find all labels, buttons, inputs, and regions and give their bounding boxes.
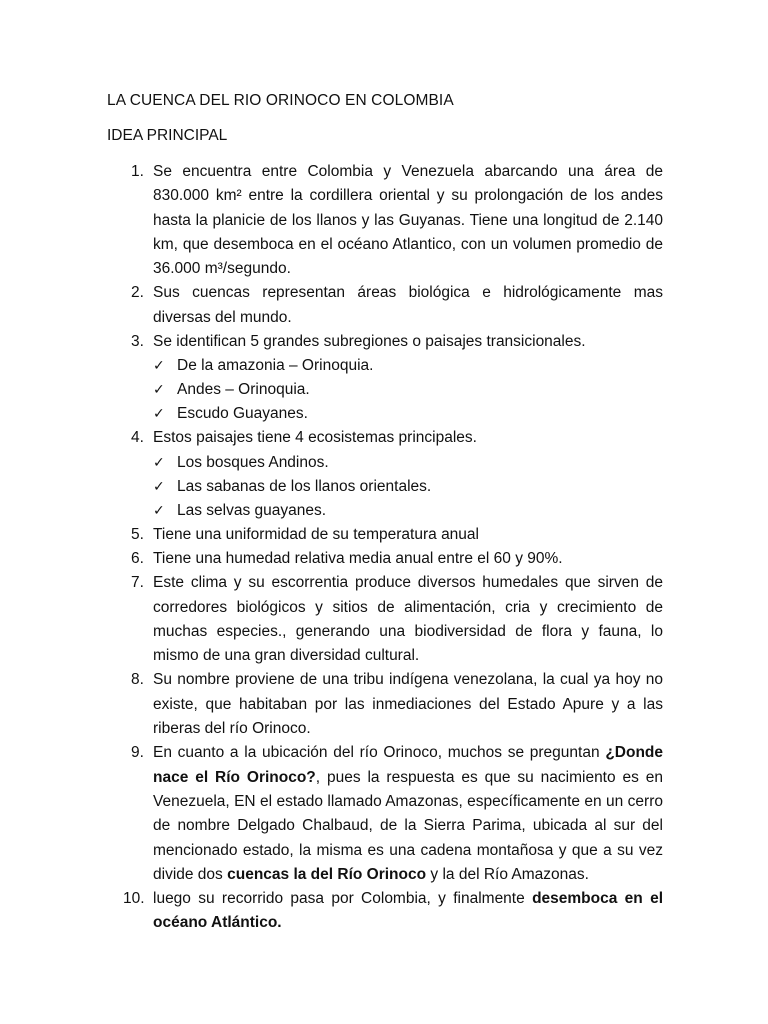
main-idea-list [107, 160, 663, 936]
bold-question: ¿Donde nace el Río Orinoco? [153, 744, 663, 786]
bold-phrase: desemboca en el océano Atlántico. [153, 890, 664, 932]
list-item-text: , pues la respuesta es que su nacimiento es en Venezuela, EN el estado llamado Amazonas, específicamente en un cerro de nombre Delgado Chalbaud, de la Sierra Parima, ubicada al sur del mencionado estado, la misma es una cadena montañosa y que a su vez divide dos [153, 768, 663, 883]
list-item-text: Tiene una humedad relativa media anual entre el 60 y 90%. [153, 549, 563, 567]
list-item-text: Se identifican 5 grandes subregiones o paisajes transicionales. [153, 333, 586, 351]
check-icon: ✓ [153, 358, 165, 375]
check-icon: ✓ [153, 478, 165, 495]
sublist-item-text: De la amazonia – Orinoquia. [177, 357, 374, 375]
sublist-item [153, 499, 663, 523]
list-item [107, 330, 663, 354]
sublist-item-text: Andes – Orinoquia. [177, 381, 310, 399]
list-item [107, 523, 663, 547]
list-item-number: 10. [123, 890, 145, 908]
list-item-number: 5. [131, 525, 144, 543]
list-item-text: Su nombre proviene de una tribu indígena venezolana, la cual ya hoy no existe, que habitaban por las inmediaciones del Estado Apure y a las riberas del río Orinoco. [153, 671, 663, 738]
sublist-container [107, 451, 663, 523]
check-icon: ✓ [153, 406, 165, 423]
list-item [107, 741, 663, 887]
list-item-text: y la del Río Amazonas. [426, 865, 589, 883]
list-item [107, 426, 663, 450]
sublist-item [153, 402, 663, 426]
document-subtitle: IDEA PRINCIPAL [107, 127, 228, 144]
sublist-container [107, 354, 663, 426]
sublist-item [153, 354, 663, 378]
list-item-text: Este clima y su escorrentia produce diversos humedales que sirven de corredores biológicos y sitios de alimentación, cria y crecimiento de muchas especies., generando una biodiversidad de flora y fauna, lo mismo de una gran diversidad cultural. [153, 574, 663, 665]
list-item-text: Sus cuencas representan áreas biológica e hidrológicamente mas diversas del mundo. [153, 284, 663, 326]
list-item-number: 8. [131, 671, 144, 689]
list-item-text: En cuanto a la ubicación del río Orinoco, muchos se preguntan [153, 744, 606, 762]
sublist [107, 354, 663, 426]
list-item-text: Se encuentra entre Colombia y Venezuela abarcando una área de 830.000 km² entre la cordillera oriental y su prolongación de los andes hasta la planicie de los llanos y las Guyanas. Tiene una longitud de 2.140 km, que desemboca en el océano Atlantico, con un volumen promedio de 36.000 m³/segundo. [153, 163, 663, 278]
sublist [107, 451, 663, 523]
sublist-item-text: Las selvas guayanes. [177, 501, 327, 519]
list-item-text: Tiene una uniformidad de su temperatura anual [153, 525, 479, 543]
document-title: LA CUENCA DEL RIO ORINOCO EN COLOMBIA [107, 92, 454, 109]
sublist-item [153, 451, 663, 475]
list-item-number: 6. [131, 549, 144, 567]
list-item-number: 2. [131, 284, 144, 302]
list-item [107, 281, 663, 330]
list-item [107, 887, 663, 936]
list-item [107, 571, 663, 668]
check-icon: ✓ [153, 382, 165, 399]
list-item [107, 668, 663, 741]
sublist-item [153, 475, 663, 499]
list-item-number: 4. [131, 429, 144, 447]
bold-phrase: cuencas la del Río Orinoco [227, 865, 427, 883]
list-item [107, 160, 663, 281]
sublist-item-text: Escudo Guayanes. [177, 405, 308, 423]
sublist-item-text: Las sabanas de los llanos orientales. [177, 477, 432, 495]
check-icon: ✓ [153, 502, 165, 519]
list-item-number: 7. [131, 574, 144, 592]
list-item [107, 547, 663, 571]
list-item-text: luego su recorrido pasa por Colombia, y finalmente [153, 890, 533, 908]
sublist-item-text: Los bosques Andinos. [177, 453, 329, 471]
check-icon: ✓ [153, 454, 165, 471]
list-item-number: 1. [131, 163, 144, 180]
list-item-number: 3. [131, 333, 144, 351]
list-item-text: Estos paisajes tiene 4 ecosistemas principales. [153, 429, 477, 447]
list-item-number: 9. [131, 744, 144, 762]
sublist-item [153, 378, 663, 402]
